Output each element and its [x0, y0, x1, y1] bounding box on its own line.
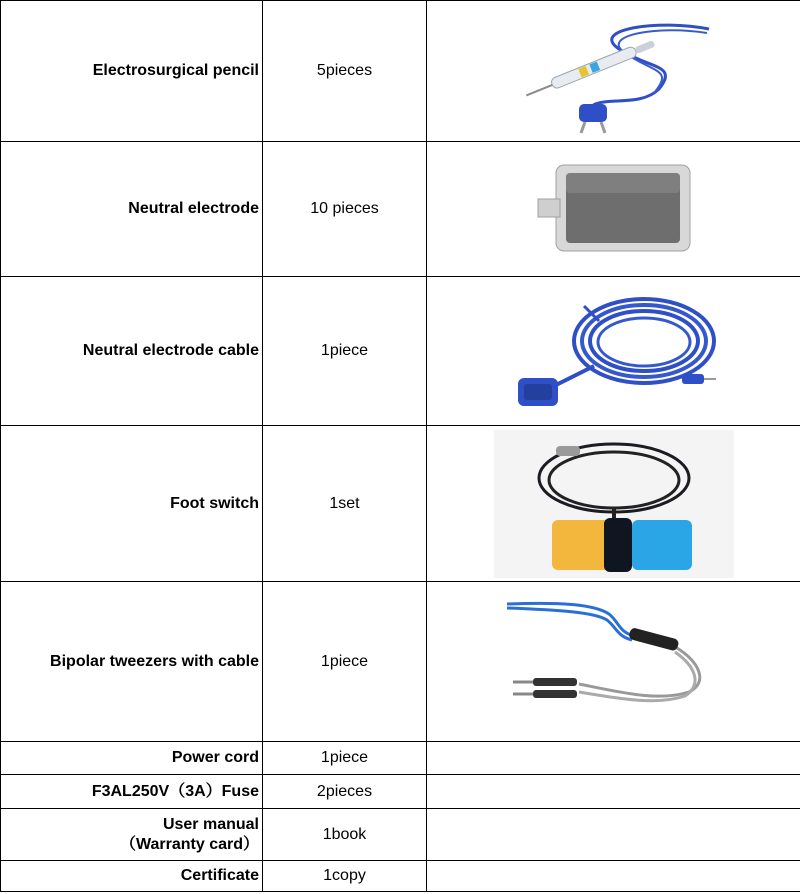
item-name-line2: （Warranty card） — [119, 835, 259, 853]
table-row — [1, 426, 800, 582]
item-name: Neutral electrode — [1, 142, 263, 277]
item-quantity: 1piece — [263, 582, 427, 742]
item-image-cell — [427, 861, 800, 892]
table-row — [1, 277, 800, 426]
item-name: Foot switch — [1, 426, 263, 582]
item-quantity: 1book — [263, 809, 427, 861]
table-row — [1, 142, 800, 277]
table-row — [1, 809, 800, 861]
bipolar-tweezers-image — [499, 592, 729, 732]
item-image-cell — [427, 742, 800, 775]
foot-switch-image — [494, 430, 734, 578]
item-image-cell — [427, 582, 800, 742]
item-quantity: 2pieces — [263, 775, 427, 809]
item-image-cell — [427, 142, 800, 277]
electrosurgical-pencil-image — [509, 9, 719, 134]
item-quantity: 5pieces — [263, 1, 427, 142]
item-name: F3AL250V（3A）Fuse — [1, 775, 263, 809]
item-image-cell — [427, 426, 800, 582]
item-quantity: 1piece — [263, 742, 427, 775]
item-name: Bipolar tweezers with cable — [1, 582, 263, 742]
item-image-cell — [427, 775, 800, 809]
item-image-cell — [427, 1, 800, 142]
item-name: Power cord — [1, 742, 263, 775]
item-quantity: 1copy — [263, 861, 427, 892]
item-name: Certificate — [1, 861, 263, 892]
table-row — [1, 582, 800, 742]
table-row — [1, 775, 800, 809]
item-name-line1: User manual — [162, 815, 259, 833]
neutral-electrode-image — [534, 159, 694, 259]
item-quantity: 1piece — [263, 277, 427, 426]
neutral-electrode-cable-image — [504, 286, 724, 416]
table-row — [1, 1, 800, 142]
item-quantity: 10 pieces — [263, 142, 427, 277]
item-name: Neutral electrode cable — [1, 277, 263, 426]
item-name — [1, 809, 263, 861]
table-row — [1, 742, 800, 775]
item-image-cell — [427, 277, 800, 426]
item-image-cell — [427, 809, 800, 861]
table-row — [1, 861, 800, 892]
item-name: Electrosurgical pencil — [1, 1, 263, 142]
item-quantity: 1set — [263, 426, 427, 582]
